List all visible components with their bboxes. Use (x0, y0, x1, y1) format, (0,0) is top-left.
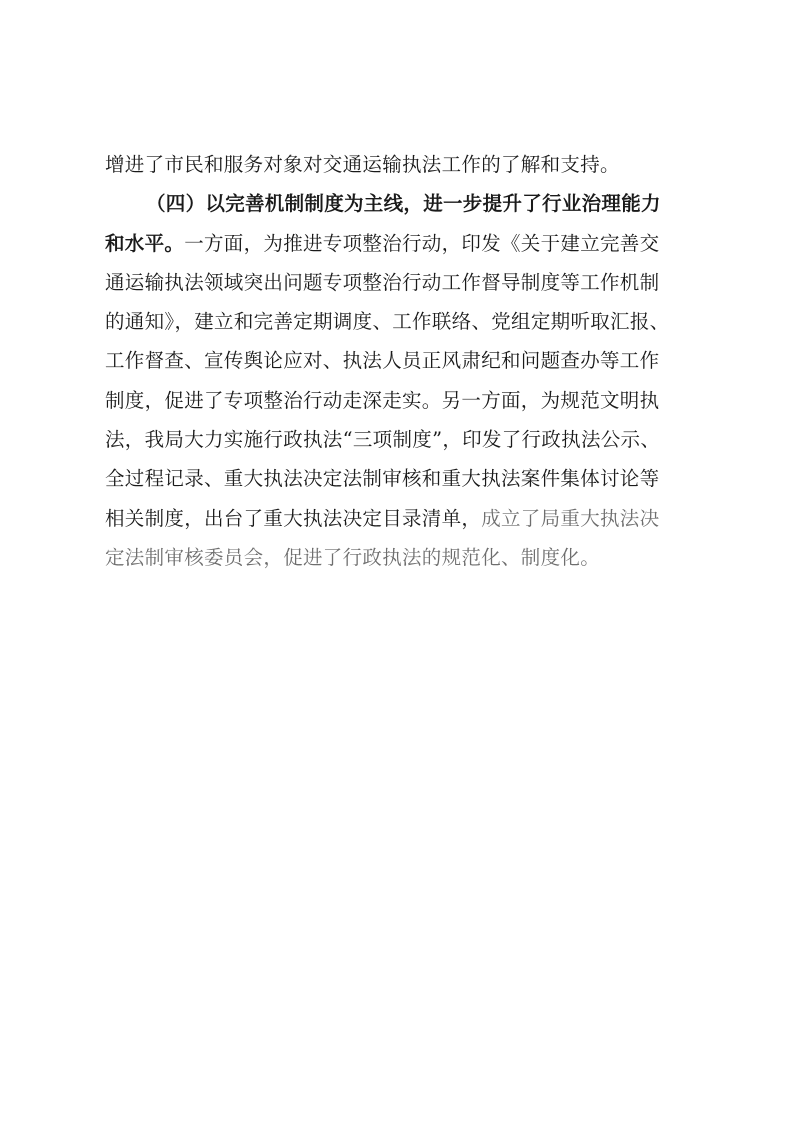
text-line (105, 538, 705, 577)
text-line (105, 341, 705, 380)
paragraph-text: 的通知》，建立和完善定期调度、工作联络、党组定期听取汇报、 (105, 310, 670, 334)
paragraph-text: 增进了市民和服务对象对交通运输执法工作的了解和支持。 (105, 153, 620, 176)
text-line (105, 224, 705, 263)
text-line (105, 184, 705, 223)
body-text (105, 145, 705, 577)
faded-text: 成立了局重大执法决 (481, 506, 660, 530)
text-line (105, 381, 705, 420)
text-line (105, 145, 705, 184)
section-heading: 和水平。 (105, 231, 185, 255)
paragraph-text: 一方面，为推进专项整治行动，印发《关于建立完善交 (184, 231, 660, 255)
paragraph-text: 制度，促进了专项整治行动走深走实。另一方面，为规范文明执 (105, 388, 660, 412)
paragraph-text: 通运输执法领域突出问题专项整治行动工作督导制度等工作机制 (105, 270, 660, 294)
paragraph-text: 全过程记录、重大执法决定法制审核和重大执法案件集体讨论等 (105, 467, 660, 491)
section-heading: （四）以完善机制制度为主线，进一步提升了行业治理能力 (146, 192, 661, 216)
paragraph-text: 相关制度，出台了重大执法决定目录清单， (105, 506, 482, 530)
text-line (105, 459, 705, 498)
faded-text: 定法制审核委员会，促进了行政执法的规范化、制度化。 (105, 545, 601, 569)
text-line (105, 302, 705, 341)
paragraph-text: 工作督查、宣传舆论应对、执法人员正风肃纪和问题查办等工作 (105, 349, 660, 373)
text-line (105, 420, 705, 459)
paragraph-text: 法，我局大力实施行政执法“三项制度”，印发了行政执法公示、 (105, 428, 661, 452)
text-line (105, 499, 705, 538)
text-line (105, 263, 705, 302)
